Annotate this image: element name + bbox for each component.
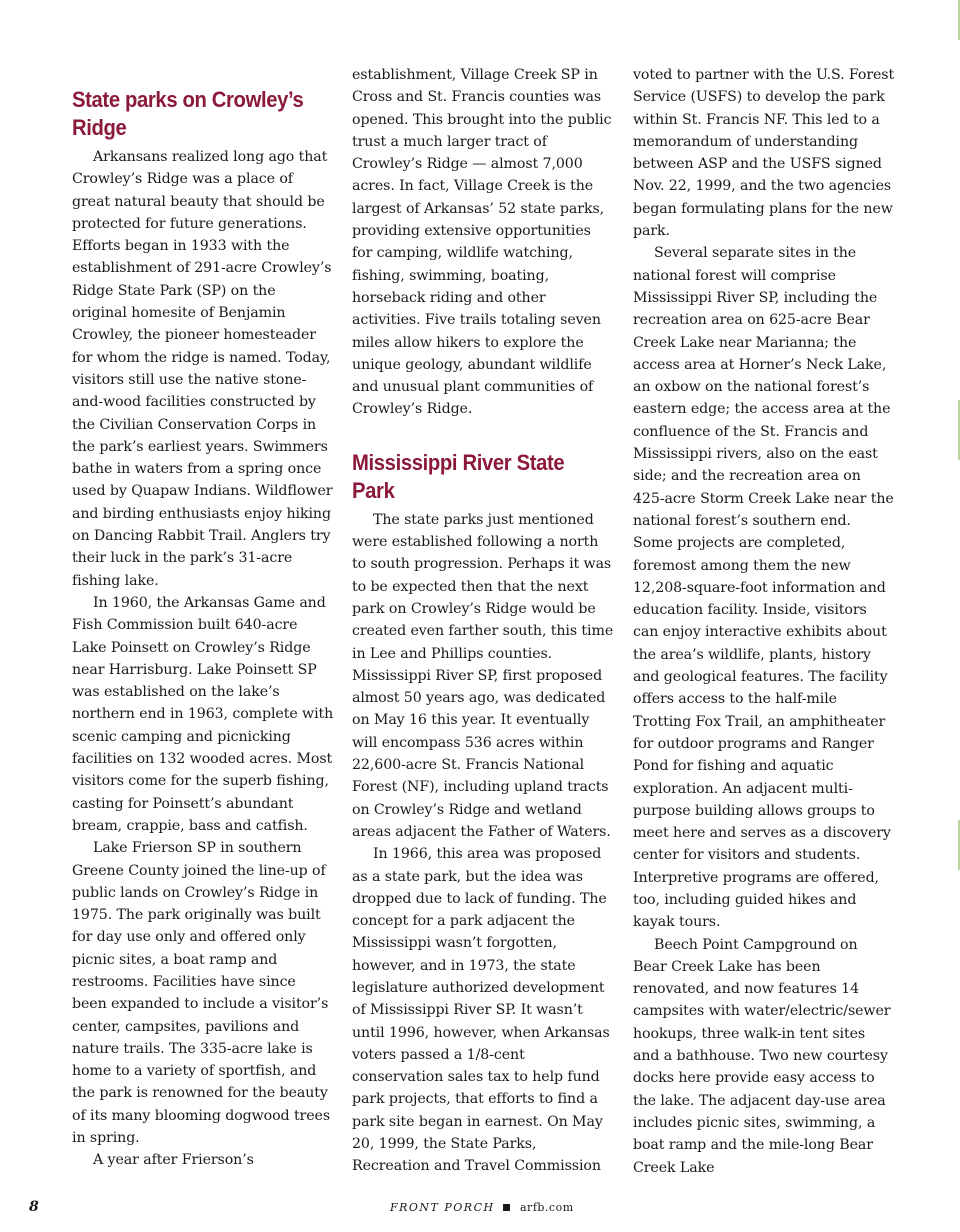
paragraph: In 1960, the Arkansas Game and Fish Commission built 640-acre Lake Poinsett on Crowley’s Ridge near Harrisburg. Lake Poinsett SP was established on the lake’s northern end in 1963, complete with scenic camping and picnicking facilities on 132 wooded acres. Most visitors come for the superb fishing, casting for Poinsett’s abundant bream, crappie, bass and catfish. [72, 594, 334, 834]
article-column-2 [352, 64, 614, 1178]
paragraph: Several separate sites in the national forest will comprise Mississippi River SP, including the recreation area on 625-acre Bear Creek Lake near Marianna; the access area at Horner’s Neck Lake, an oxbow on the national forest’s eastern edge; the access area at the confluence of the St. Francis and Mississippi rivers, also on the east side; and the recreation area on 425-acre Storm Creek Lake near the national forest’s southern end. Some projects are completed, foremost among them the new 12,208-square-foot information and education facility. Inside, visitors can enjoy interactive exhibits about the area’s wildlife, plants, history and geological features. The facility offers access to the half-mile Trotting Fox Trail, an amphitheater for outdoor programs and Ranger Pond for fishing and aquatic exploration. An adjacent multi-purpose building allows groups to meet here and serves as a discovery center for visitors and students. Interpretive programs are offered, too, including guided hikes and kayak tours. [633, 245, 894, 931]
paragraph: In 1966, this area was proposed as a state park, but the idea was dropped due to lack of funding. The concept for a park adjacent the Mississippi wasn’t forgotten, however, and in 1973, the state legislature authorized development of Mississippi River SP. It wasn’t until 1996, however, when Arkansas voters passed a 1/8-cent conservation sales tax to help fund park projects, that efforts to find a park site began in earnest. On May 20, 1999, the State Parks, Recreation and Travel Commission [352, 846, 610, 1175]
page-number: 8 [29, 1199, 39, 1215]
paragraph-continued: establishment, Village Creek SP in Cross and St. Francis counties was opened. This brought into the public trust a much larger tract of Crowley’s Ridge — almost 7,000 acres. In fact, Village Creek is the largest of Arkansas’ 52 state parks, providing extensive opportunities for camping, wildlife watching, fishing, swimming, boating, horseback riding and other activities. Five trails totaling seven miles allow hikers to explore the unique geology, abundant wildlife and unusual plant communities of Crowley’s Ridge. [352, 67, 612, 418]
bullet-separator-icon [503, 1204, 510, 1211]
paragraph-continued: voted to partner with the U.S. Forest Service (USFS) to develop the park within St. Francis NF. This led to a memorandum of understanding between ASP and the USFS signed Nov. 22, 1999, and the two agencies began formulating plans for the new park. [633, 67, 895, 240]
article-column-1 [72, 86, 334, 1172]
page-footer [0, 1199, 960, 1219]
paragraph: Arkansans realized long ago that Crowley’s Ridge was a place of great natural beauty that should be protected for future generations. Efforts began in 1933 with the establishment of 291-acre Crowley’s Ridge State Park (SP) on the original homesite of Benjamin Crowley, the pioneer homesteader for whom the ridge is named. Today, visitors still use the native stone-and-wood facilities constructed by the Civilian Conservation Corps in the park’s earliest years. Swimmers bathe in waters from a spring once used by Quapaw Indians. Wildflower and birding enthusiasts enjoy hiking on Dancing Rabbit Trail. Anglers try their luck in the park’s 31-acre fishing lake. [72, 149, 333, 589]
paragraph: Beech Point Campground on Bear Creek Lake has been renovated, and now features 14 campsites with water/electric/sewer hookups, three walk-in tent sites and a bathhouse. Two new courtesy docks here provide easy access to the lake. The adjacent day-use area includes picnic sites, swimming, a boat ramp and the mile-long Bear Creek Lake [633, 936, 891, 1176]
section-heading-state-parks: State parks on Crowley’s Ridge [72, 87, 304, 140]
paragraph: A year after Frierson’s [93, 1152, 254, 1169]
website-link[interactable]: arfb.com [520, 1201, 574, 1214]
article-column-3 [633, 64, 895, 1179]
section-heading-mississippi-river: Mississippi River State Park [352, 449, 565, 503]
publication-name: FRONT PORCH [390, 1201, 495, 1214]
paragraph: The state parks just mentioned were established following a north to south progression. Perhaps it was to be expected then that the next park on Crowley’s Ridge would be created even farther south, this time in Lee and Phillips counties. Mississippi River SP, first proposed almost 50 years ago, was dedicated on May 16 this year. It eventually will encompass 536 acres within 22,600-acre St. Francis National Forest (NF), including upland tracts on Crowley’s Ridge and wetland areas adjacent the Father of Waters. [352, 511, 614, 840]
paragraph: Lake Frierson SP in southern Greene County joined the line-up of public lands on Crowley’s Ridge in 1975. The park originally was built for day use only and offered only picnic sites, a boat ramp and restrooms. Facilities have since been expanded to include a visitor’s center, campsites, pavilions and nature trails. The 335-acre lake is home to a variety of sportfish, and the park is renowned for the beauty of its many blooming dogwood trees in spring. [72, 840, 331, 1147]
